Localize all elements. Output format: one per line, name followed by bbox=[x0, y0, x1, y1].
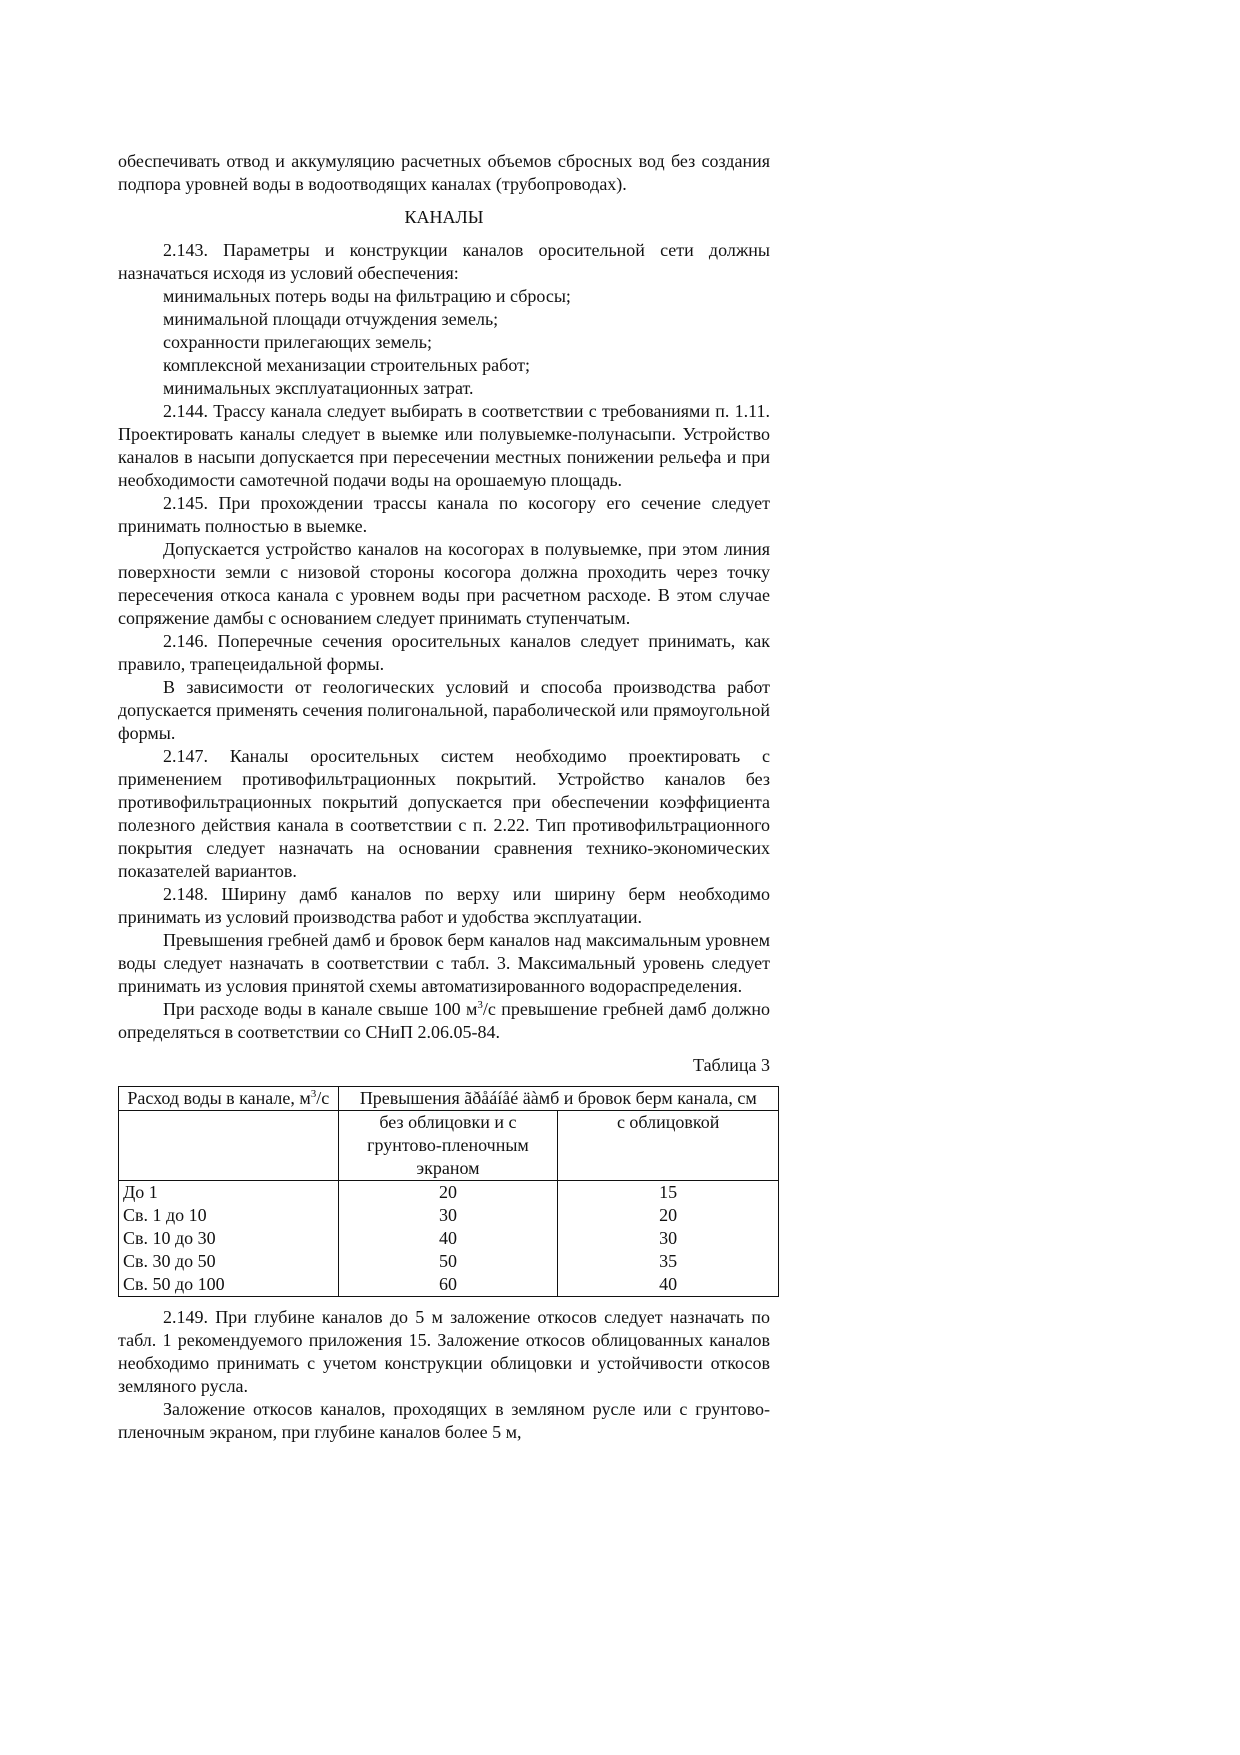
table-caption: Таблица 3 bbox=[693, 1055, 770, 1075]
paragraph-2-146-continued: В зависимости от геологических условий и способа производства работ допускается применять сечения полигональной, параболической или прямоугольной формы. bbox=[118, 677, 770, 743]
paragraph-2-148-flow-note bbox=[118, 998, 770, 1044]
list-item: сохранности прилегающих земель; bbox=[163, 332, 432, 352]
table-subheader-row bbox=[119, 1111, 779, 1181]
paragraph-2-144: 2.144. Трассу канала следует выбирать в соответствии с требованиями п. 1.11. Проектировать каналы следует в выемке или полувыемке-полунасыпи. Устройство каналов в насыпи допускается при пересечении местных понижении рельефа и при необходимости самотечной подачи воды на орошаемую площадь. bbox=[118, 401, 770, 490]
flow-cell: До 1 bbox=[119, 1181, 339, 1205]
table-header-row bbox=[119, 1087, 779, 1111]
paragraph-2-147: 2.147. Каналы оросительных систем необходимо проектировать с применением противофильтрационных покрытий. Устройство каналов без противофильтрационных покрытий допускается при обеспечении коэффициента полезного действия канала в соответствии с п. 2.22. Тип противофильтрационного покрытия следует назначать на основании сравнения технико-экономических показателей вариантов. bbox=[118, 746, 770, 881]
paragraph-2-148-continued: Превышения гребней дамб и бровок берм каналов над максимальным уровнем воды следует назначать в соответствии с табл. 3. Максимальный уровень следует принимать из условия принятой схемы автоматизированного водораспределения. bbox=[118, 930, 770, 996]
table-row bbox=[119, 1227, 779, 1250]
lining-cell: 30 bbox=[558, 1227, 779, 1250]
no-lining-cell: 20 bbox=[338, 1181, 558, 1205]
list-item: минимальной площади отчуждения земель; bbox=[163, 309, 499, 329]
flow-cell: Св. 1 до 10 bbox=[119, 1204, 339, 1227]
lining-cell: 35 bbox=[558, 1250, 779, 1273]
header-flow-rate: Расход воды в канале, $м^3/с$ bbox=[119, 1087, 339, 1111]
no-lining-cell: 30 bbox=[338, 1204, 558, 1227]
table-row bbox=[119, 1204, 779, 1227]
list-item: минимальных потерь воды на фильтрацию и сбросы; bbox=[163, 286, 571, 306]
flow-note-text-end: /с превышение гребней дамб должно определяться в соответствии со СНиП 2.06.05-84. bbox=[118, 999, 770, 1042]
intro-paragraph: обеспечивать отвод и аккумуляцию расчетных объемов сбросных вод без создания подпора уровней воды в водоотводящих каналах (трубопроводах). bbox=[118, 151, 770, 194]
flow-note-text: При расходе воды в канале свыше 100 м bbox=[163, 999, 478, 1019]
flow-cell: Св. 50 до 100 bbox=[119, 1273, 339, 1297]
paragraph-2-145: 2.145. При прохождении трассы канала по косогору его сечение следует принимать полностью в выемке. bbox=[118, 493, 770, 536]
table-row bbox=[119, 1273, 779, 1297]
list-item: комплексной механизации строительных работ; bbox=[163, 355, 530, 375]
no-lining-cell: 40 bbox=[338, 1227, 558, 1250]
no-lining-cell: 60 bbox=[338, 1273, 558, 1297]
lining-cell: 20 bbox=[558, 1204, 779, 1227]
lining-cell: 15 bbox=[558, 1181, 779, 1205]
paragraph-2-149-continued: Заложение откосов каналов, проходящих в земляном русле или с грунтово-пленочным экраном, при глубине каналов более 5 м, bbox=[118, 1399, 770, 1442]
flow-cell: Св. 10 до 30 bbox=[119, 1227, 339, 1250]
paragraph-2-146: 2.146. Поперечные сечения оросительных каналов следует принимать, как правило, трапецеидальной формы. bbox=[118, 631, 770, 674]
table-row bbox=[119, 1250, 779, 1273]
header-with-lining: с облицовкой bbox=[558, 1111, 779, 1181]
document-page bbox=[118, 150, 770, 1444]
table-3 bbox=[118, 1086, 779, 1297]
paragraph-2-149: 2.149. При глубине каналов до 5 м заложение откосов следует назначать по табл. 1 рекомендуемого приложения 15. Заложение откосов облицованных каналов необходимо принимать с учетом конструкции облицовки и устойчивости откосов земляного русла. bbox=[118, 1307, 770, 1396]
superscript: 3 bbox=[477, 999, 483, 1011]
list-item: минимальных эксплуатационных затрат. bbox=[163, 378, 474, 398]
paragraph-2-148: 2.148. Ширину дамб каналов по верху или ширину берм необходимо принимать из условий производства работ и удобства эксплуатации. bbox=[118, 884, 770, 927]
requirements-list bbox=[118, 285, 770, 400]
paragraph-2-145-continued: Допускается устройство каналов на косогорах в полувыемке, при этом линия поверхности земли с низовой стороны косогора должна проходить через точку пересечения откоса канала с уровнем воды при расчетном расходе. В этом случае сопряжение дамбы с основанием следует принимать ступенчатым. bbox=[118, 539, 770, 628]
section-title: КАНАЛЫ bbox=[404, 207, 484, 227]
lining-cell: 40 bbox=[558, 1273, 779, 1297]
no-lining-cell: 50 bbox=[338, 1250, 558, 1273]
flow-cell: Св. 30 до 50 bbox=[119, 1250, 339, 1273]
header-empty-cell bbox=[119, 1111, 339, 1181]
header-exceedance: Превышения ãðåáíåé äàмб и бровок берм канала, см bbox=[338, 1087, 778, 1111]
header-no-lining: без облицовки и с грунтово-пленочным экраном bbox=[338, 1111, 558, 1181]
table-row bbox=[119, 1181, 779, 1205]
paragraph-2-143: 2.143. Параметры и конструкции каналов оросительной сети должны назначаться исходя из условий обеспечения: bbox=[118, 240, 770, 283]
